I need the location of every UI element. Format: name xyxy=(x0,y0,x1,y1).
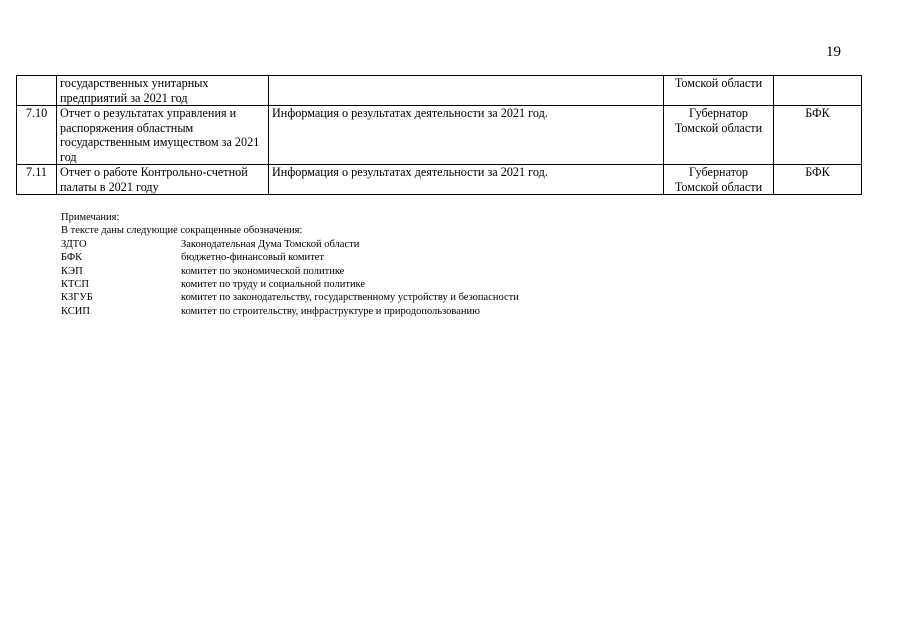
row-number xyxy=(17,76,57,106)
row-title: Отчет о работе Контрольно-счетной палаты в 2021 году xyxy=(57,165,269,195)
abbreviation-item xyxy=(61,238,519,251)
abbreviation-item xyxy=(61,265,519,278)
row-info xyxy=(269,76,664,106)
abbreviation-value: бюджетно-финансовый комитет xyxy=(181,252,324,264)
plan-table xyxy=(16,75,862,195)
row-responsible: Томской области xyxy=(664,76,774,106)
row-title: Отчет о результатах управления и распоряжения областным государственным имуществом за 2021 год xyxy=(57,106,269,165)
abbreviation-key: КСИП xyxy=(61,305,90,317)
abbreviation-key: КТСП xyxy=(61,279,90,291)
page-number: 19 xyxy=(826,44,841,60)
row-info: Информация о результатах деятельности за 2021 год. xyxy=(269,106,664,165)
abbreviation-item xyxy=(61,291,519,304)
row-committee: БФК xyxy=(774,165,862,195)
row-info: Информация о результатах деятельности за 2021 год. xyxy=(269,165,664,195)
row-responsible: Губернатор Томской области xyxy=(664,106,774,165)
notes-intro: В тексте даны следующие сокращенные обозначения: xyxy=(61,225,303,237)
abbreviation-item xyxy=(61,251,519,264)
abbreviation-key: КЗГУБ xyxy=(61,292,93,304)
abbreviation-value: комитет по труду и социальной политике xyxy=(181,279,366,291)
abbreviation-value: комитет по строительству, инфраструктуре и природопользованию xyxy=(181,305,480,317)
abbreviation-value: Законодательная Дума Томской области xyxy=(181,238,360,250)
abbreviation-key: КЭП xyxy=(61,265,83,277)
abbreviation-key: БФК xyxy=(61,252,83,264)
abbreviation-item xyxy=(61,305,519,318)
row-responsible: Губернатор Томской области xyxy=(664,165,774,195)
abbreviation-value: комитет по экономической политике xyxy=(181,265,345,277)
table-row xyxy=(17,165,862,195)
row-number: 7.11 xyxy=(17,165,57,195)
abbreviation-value: комитет по законодательству, государственному устройству и безопасности xyxy=(181,292,519,304)
row-title: государственных унитарных предприятий за 2021 год xyxy=(57,76,269,106)
row-number: 7.10 xyxy=(17,106,57,165)
notes-section xyxy=(61,211,519,318)
row-committee: БФК xyxy=(774,106,862,165)
table-row xyxy=(17,76,862,106)
table-row xyxy=(17,106,862,165)
notes-heading: Примечания: xyxy=(61,212,120,223)
row-committee xyxy=(774,76,862,106)
abbreviation-key: ЗДТО xyxy=(61,238,87,250)
abbreviation-item xyxy=(61,278,519,291)
